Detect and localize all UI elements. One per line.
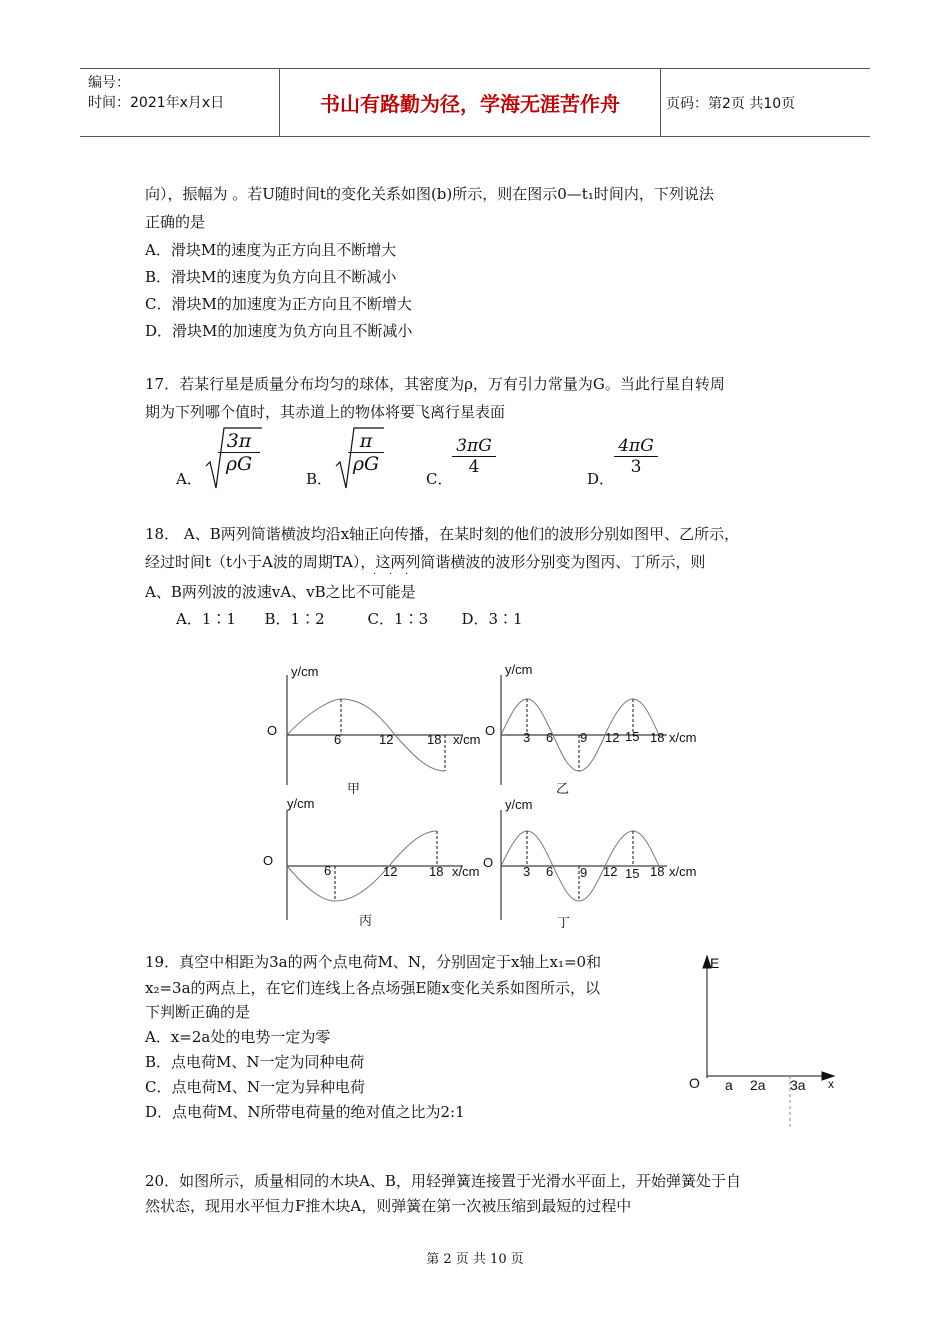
q17-line2: 期为下列哪个值时，其赤道上的物体将要飞离行星表面 [145,403,506,421]
q17-line1: 17．若某行星是质量分布均匀的球体，其密度为ρ，万有引力常量为G。当此行星自转周 [145,375,725,393]
q17-b-numerator: π [359,430,373,452]
tick-yi: 15 [625,729,640,744]
x-label-ding: x/cm [669,864,697,879]
tick-yi: 12 [605,730,620,745]
q16-line1: 向），振幅为 。若U随时间t的变化关系如图(b)所示，则在图示0—t₁时间内，下列说法 [145,185,714,203]
emphasis-dot: · [389,569,393,580]
caption-bing: 丙 [359,913,373,928]
q17-option-d-label: D． [587,470,615,488]
tick-yi: 9 [580,730,588,745]
header-left [80,69,280,136]
e-field-graph [680,948,850,1128]
q19-line2: x₂=3a的两点上，在它们连线上各点场强E随x变化关系如图所示，以 [145,979,600,997]
y-label-jia: y/cm [291,664,319,679]
q16-option-c: C．滑块M的加速度为正方向且不断增大 [145,295,412,313]
q17-a-numerator: 3π [226,430,252,452]
q16-option-a: A．滑块M的速度为正方向且不断增大 [145,241,397,259]
tick-ding: 18 [650,864,665,879]
q17-c-denominator: 4 [452,456,496,477]
tick-bing: 18 [429,864,444,879]
tick-jia: 12 [379,732,394,747]
q17-option-b-fraction [348,430,384,475]
q17-b-denominator: ρG [348,452,384,475]
caption-yi: 乙 [556,781,570,796]
motto: 书山有路勤为径，学海无涯苦作舟 [280,69,661,136]
x-label-jia: x/cm [453,732,481,747]
x-label-yi: x/cm [669,730,697,745]
q18-options: A．1∶1 B．1∶2 C．1∶3 D．3∶1 [176,610,523,628]
origin-bing: O [263,853,274,868]
q17-option-a-label: A． [176,470,202,488]
tick-ding: 12 [603,864,618,879]
q19-line3: 下判断正确的是 [145,1003,251,1021]
q19-option-d: D．点电荷M、N所带电荷量的绝对值之比为2:1 [145,1103,465,1121]
tick-bing: 12 [383,864,398,879]
origin: O [689,1075,700,1091]
tick-2a: 2a [750,1077,766,1093]
q19-option-a: A．x=2a处的电势一定为零 [145,1028,331,1046]
tick-jia: 18 [427,732,442,747]
emphasis-dot: · [373,569,377,580]
page-footer: 第 2 页 共 10 页 [426,1252,524,1267]
q17-option-b-label: B． [306,470,333,488]
q17-option-c-label: C． [426,470,453,488]
wave-graphs [255,655,715,935]
q16-option-d: D．滑块M的加速度为负方向且不断减小 [145,322,413,340]
q20-line2: 然状态，现用水平恒力F推木块A，则弹簧在第一次被压缩到最短的过程中 [145,1197,632,1215]
y-label-yi: y/cm [505,662,533,677]
q17-d-numerator: 4πG [618,436,654,456]
q17-option-c-fraction [452,436,496,477]
y-label-bing: y/cm [287,796,315,811]
tick-ding: 6 [546,864,554,879]
origin-jia: O [267,723,278,738]
q20-line1: 20．如图所示，质量相同的木块A、B，用轻弹簧连接置于光滑水平面上，开始弹簧处于自 [145,1172,741,1190]
q18-line2: 经过时间t（t小于A波的周期TA），这两列简谐横波的波形分别变为图丙、丁所示，则 [145,553,706,571]
q17-c-numerator: 3πG [456,436,492,456]
tick-bing: 6 [324,863,332,878]
q19-line1: 19．真空中相距为3a的两个点电荷M、N，分别固定于x轴上x₁=0和 [145,953,602,971]
q18-line3: A、B两列波的波速vA、vB之比不可能是 [145,583,416,601]
x-label-bing: x/cm [452,864,480,879]
q19-option-b: B．点电荷M、N一定为同种电荷 [145,1053,365,1071]
tick-a: a [725,1077,733,1093]
tick-ding: 15 [625,866,640,881]
q17-d-denominator: 3 [614,456,658,477]
q16-option-b: B．滑块M的速度为负方向且不断减小 [145,268,397,286]
page-header [80,68,870,137]
tick-yi: 18 [650,730,665,745]
q19-option-c: C．点电荷M、N一定为异种电荷 [145,1078,365,1096]
page-label: 页码：第2页 共10页 [666,95,796,112]
tick-yi: 6 [546,730,554,745]
emphasis-dot: · [405,569,409,580]
origin-yi: O [485,723,496,738]
q16-line2: 正确的是 [145,213,206,231]
y-label-ding: y/cm [505,797,533,812]
tick-yi: 3 [523,730,531,745]
caption-ding: 丁 [557,915,571,930]
x-label: x [828,1077,834,1091]
q18-line1: 18． A、B两列简谐横波均沿x轴正向传播，在某时刻的他们的波形分别如图甲、乙所示， [145,525,740,543]
q17-option-a-fraction [218,430,260,475]
origin-ding: O [483,855,494,870]
tick-3a: 3a [790,1077,806,1093]
time-label: 时间：2021年x月x日 [88,95,225,111]
e-label: E [710,955,720,971]
number-label: 编号： [88,75,130,91]
q17-option-d-fraction [614,436,658,477]
tick-jia: 6 [334,732,342,747]
caption-jia: 甲 [347,781,361,796]
q17-a-denominator: ρG [218,452,260,475]
tick-ding: 3 [523,864,531,879]
tick-ding: 9 [580,865,588,880]
